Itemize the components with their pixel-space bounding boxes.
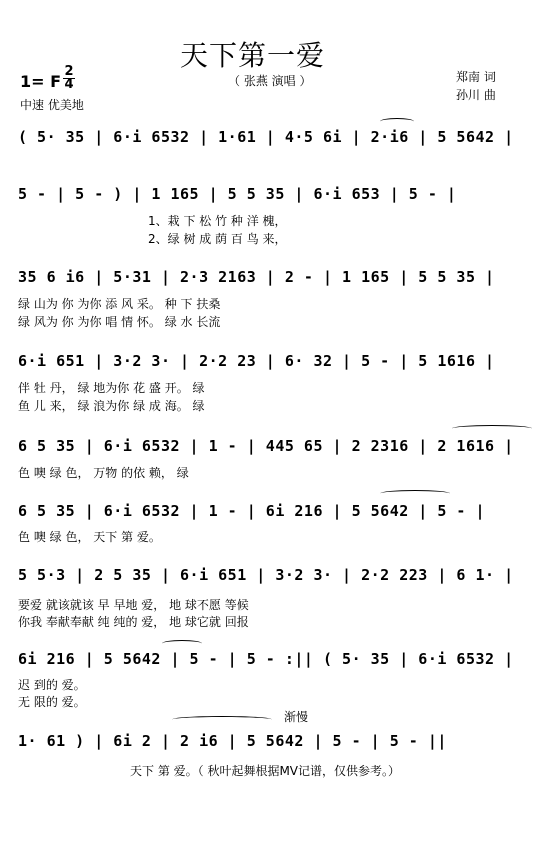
lyrics-row-5: 色 噢 绿 色， 万物 的依 赖， 绿 (18, 466, 189, 480)
time-sig-top: 2 (64, 64, 74, 79)
lyrics-row-3-verse-2: 绿 风为 你 为你 唱 情 怀。 绿 水 长流 (18, 315, 221, 329)
notation-row-4: 6·i 651 | 3·2 3· | 2·2 23 | 6· 32 | 5 - | 5 1616 | (18, 352, 495, 370)
singer-credit: （ 张燕 演唱 ） (228, 74, 312, 88)
lyrics-row-4-verse-2: 鱼 儿 来， 绿 浪为你 绿 成 海。 绿 (18, 399, 205, 413)
notation-row-8: 6i 216 | 5 5642 | 5 - | 5 - :|| ( 5· 35 | 6·i 6532 | (18, 650, 514, 668)
time-sig-bottom: 4 (64, 77, 74, 92)
composer-credit: 孙川 曲 (456, 88, 496, 102)
notation-row-6: 6 5 35 | 6·i 6532 | 1 - | 6i 216 | 5 5642 | 5 - | (18, 502, 486, 520)
key-signature: 1= F (20, 72, 62, 91)
notation-row-2: 5 - | 5 - ) | 1 165 | 5 5 35 | 6·i 653 | 5 - | (18, 185, 457, 203)
lyrics-row-6: 色 噢 绿 色， 天下 第 爱。 (18, 530, 161, 544)
tempo-change-marking: 渐慢 (284, 710, 309, 724)
slur-arc (380, 118, 414, 125)
slur-arc (172, 716, 272, 723)
tempo-marking: 中速 优美地 (20, 98, 84, 112)
lyrics-row-8-verse-1: 迟 到的 爱。 (18, 678, 86, 692)
lyrics-row-2-verse-2: 2、绿 树 成 荫 百 鸟 来， (148, 232, 287, 246)
slur-arc (452, 425, 532, 432)
song-title: 天下第一爱 (180, 39, 326, 72)
lyrics-row-8-verse-2: 无 限的 爱。 (18, 695, 86, 709)
time-signature (63, 66, 75, 91)
notation-row-3: 35 6 i6 | 5·31 | 2·3 2163 | 2 - | 1 165 | 5 5 35 | (18, 268, 495, 286)
lyrics-row-7-verse-1: 要爱 就该就该 早 早地 爱， 地 球不愿 等候 (18, 598, 249, 612)
lyrics-row-4-verse-1: 伴 牡 丹， 绿 地为你 花 盛 开。 绿 (18, 381, 205, 395)
lyrics-row-3-verse-1: 绿 山为 你 为你 添 风 采。 种 下 扶桑 (18, 297, 221, 311)
notation-row-1: ( 5· 35 | 6·i 6532 | 1·61 | 4·5 6i | 2·i6 | 5 5642 | (18, 128, 514, 146)
lyrics-row-2-verse-1: 1、栽 下 松 竹 种 洋 槐， (148, 214, 287, 228)
lyrics-row-7-verse-2: 你我 奉献奉献 纯 纯的 爱， 地 球它就 回报 (18, 615, 249, 629)
slur-arc (162, 640, 202, 647)
notation-row-7: 5 5·3 | 2 5 35 | 6·i 651 | 3·2 3· | 2·2 223 | 6 1· | (18, 566, 514, 584)
lyrics-row-9: 天下 第 爱。（ 秋叶起舞根据MV记谱，仅供参考。） (130, 764, 401, 778)
notation-row-5: 6 5 35 | 6·i 6532 | 1 - | 445 65 | 2 2316 | 2 1616 | (18, 437, 514, 455)
notation-row-9: 1· 61 ) | 6i 2 | 2 i6 | 5 5642 | 5 - | 5 - || (18, 732, 447, 750)
slur-arc (380, 490, 450, 497)
lyricist-credit: 郑南 词 (456, 70, 496, 84)
